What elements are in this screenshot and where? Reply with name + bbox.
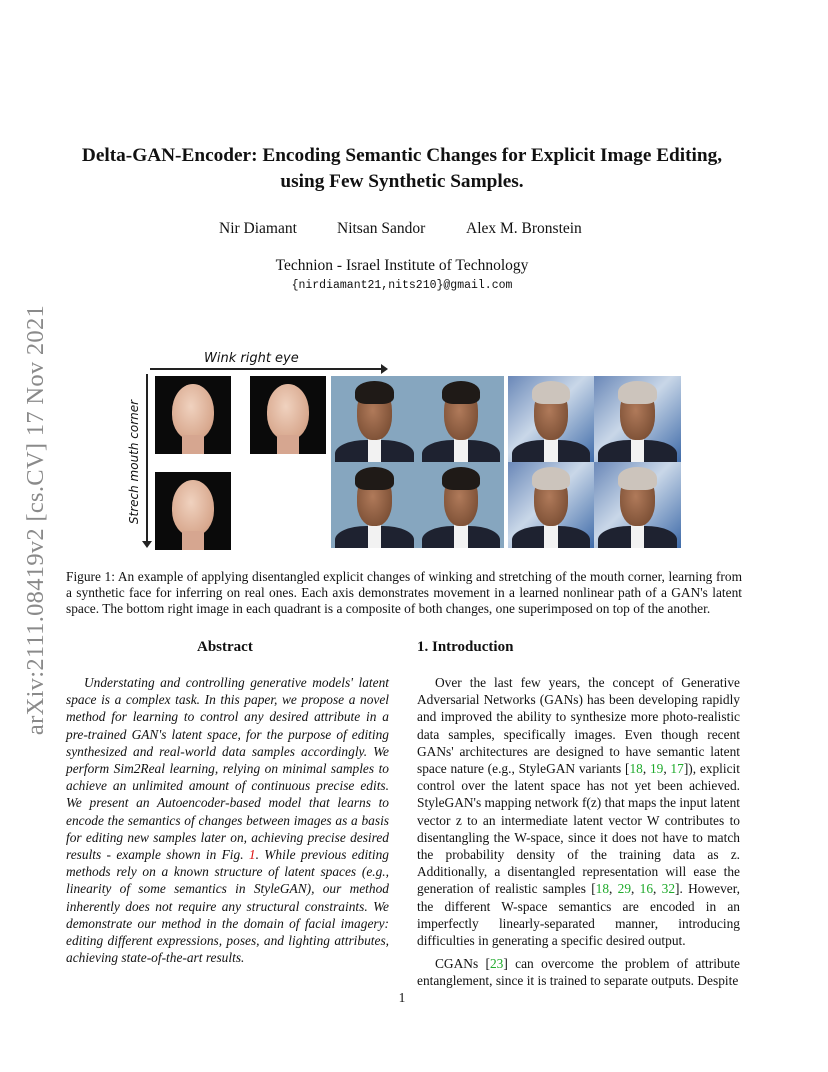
real-face-mouth-image-2: [508, 462, 594, 548]
vertical-axis-text: Strech mouth corner: [127, 399, 141, 525]
citation-link[interactable]: 17: [670, 761, 684, 777]
abstract-text: Understating and controlling generative models' latent space is a complex task. In this paper, we propose a novel method for learning to control any desired attribute in a pre-trained GAN's latent space, for the purpose of editing synthesized and real-world data samples accordingly. We perform Sim2Real learning, relying on minimal samples to achieve an unlimited amount of continuous precise edits. We present an Autoencoder-based model that learns to encode the semantics of changes between images as a basis for editing new samples later on, achieving precise desired results - example shown in Fig. 1. While previous editing methods rely on a known structure of latent spaces (e.g., linearity of some semantics in StyleGAN), our method inherently does not require any structural constraints. We demonstrate our method in the domain of facial imagery: editing different expressions, poses, and lighting attributes, achieving state-of-the-art results.: [66, 675, 389, 966]
author-email: {nirdiamant21,nits210}@gmail.com: [291, 279, 513, 292]
real-face-mouth-image: [331, 462, 418, 548]
arxiv-identifier: arXiv:2111.08419v2 [cs.CV] 17 Nov 2021: [22, 304, 49, 736]
author-name: Nir Diamant: [219, 220, 297, 237]
citation-link[interactable]: 16: [639, 881, 654, 897]
citation-link[interactable]: 23: [489, 956, 504, 972]
synthetic-face-wink-image: [250, 376, 326, 454]
real-face-image: [331, 376, 418, 462]
vertical-arrow-icon: [146, 374, 148, 546]
horizontal-arrow-icon: [150, 368, 386, 370]
synthetic-face-mouth-image: [155, 472, 231, 550]
abstract-heading: Abstract: [197, 639, 253, 655]
intro-paragraph-2: CGANs [23] can overcome the problem of attribute entanglement, since it is trained to separate outputs. Despite: [417, 956, 740, 989]
affiliation: Technion - Israel Institute of Technology: [275, 257, 529, 274]
figure-horizontal-axis-label: Wink right eye: [204, 351, 299, 366]
introduction-heading: 1. Introduction: [417, 639, 514, 655]
citation-link[interactable]: 32: [661, 881, 676, 897]
citation-link[interactable]: 18: [595, 881, 610, 897]
introduction-text: [417, 674, 740, 990]
intro-paragraph-1: Over the last few years, the concept of Generative Adversarial Networks (GANs) has been developing rapidly and improved the ability to synthesize more photo-realistic data samples, specifically images. Even though recent GANs' architectures are designed to have semantic latent space nature (e.g., StyleGAN variants [18, 19, 17]), explicit control over the latent space has not yet been achieved. StyleGAN's mapping network f(z) that maps the input latent vector z to an intermediate latent vector W contributes to disentangling the W-space, since it does not have to match the probability density of the training data as z. Additionally, a disentangled representation will ease the generation of realistic samples [18, 29, 16, 32]. However, the different W-space semantics are encoded in an imperfectly linearly-separated manner, introducing difficulties in generating a specific desired output.: [417, 675, 740, 949]
figure-caption: Figure 1: An example of applying disentangled explicit changes of winking and stretching of the mouth corner, learning from a synthetic face for inferring on real ones. Each axis demonstrates movement in a learned nonlinear path of a GAN's latent space. The bottom right image in each quadrant is a composite of both changes, one superimposed on top of the another.: [66, 569, 742, 617]
synthetic-face-image: [155, 376, 231, 454]
citation-link[interactable]: 18: [629, 761, 643, 777]
citation-link[interactable]: 19: [649, 761, 664, 777]
real-face-image-2: [508, 376, 594, 462]
real-face-composite-image: [418, 462, 504, 548]
figure-reference-link[interactable]: 1: [248, 847, 256, 863]
author-name: Alex M. Bronstein: [466, 220, 582, 237]
real-face-wink-image: [418, 376, 504, 462]
author-name: Nitsan Sandor: [337, 220, 426, 237]
paper-title: Delta-GAN-Encoder: Encoding Semantic Changes for Explicit Image Editing, using Few Synthetic Samples.: [81, 145, 723, 192]
real-face-wink-image-2: [594, 376, 681, 462]
real-face-composite-image-2: [594, 462, 681, 548]
page-number: 1: [398, 990, 406, 1005]
citation-link[interactable]: 29: [617, 881, 632, 897]
